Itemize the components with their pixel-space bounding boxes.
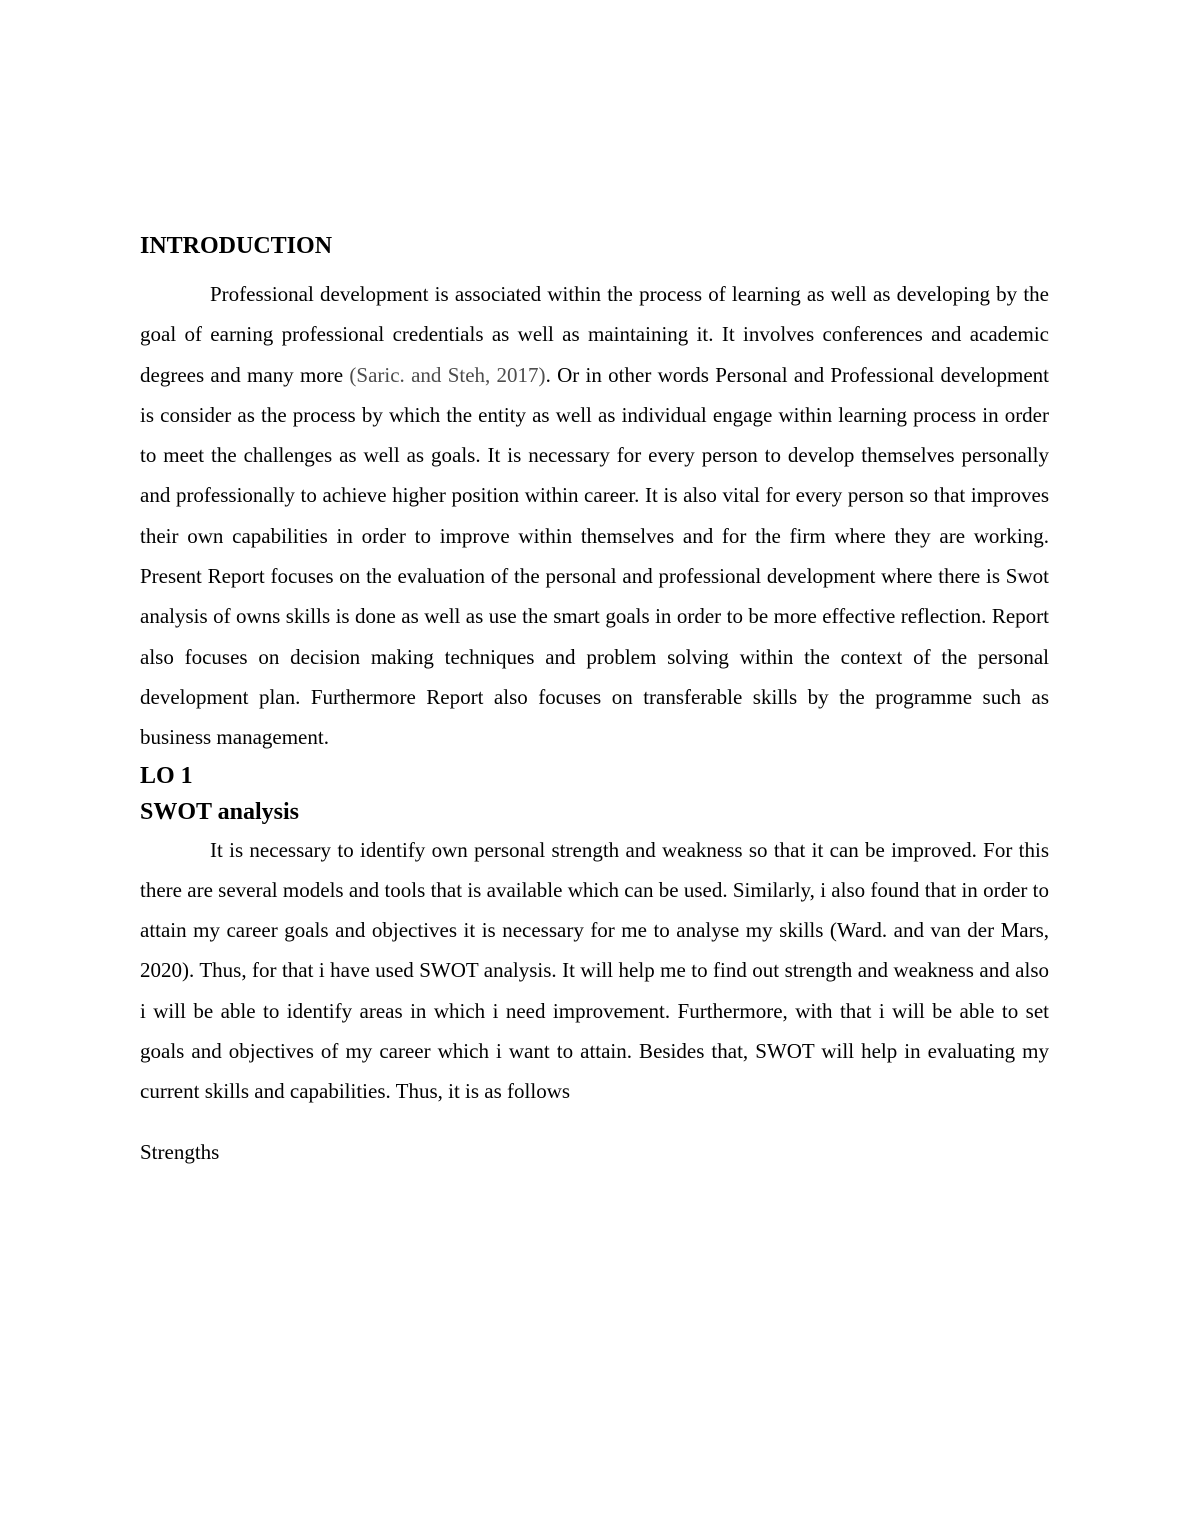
introduction-text-part1: Professional development is associated within the process of learning as well as developing by the goal of earning professional credentials as well as maintaining it. It involves conferences and academic degrees and many more xyxy=(140,282,1049,387)
citation-saric-steh: (Saric. and Steh, 2017) xyxy=(349,362,546,387)
swot-paragraph: It is necessary to identify own personal strength and weakness so that it can be improved. For this there are several models and tools that is available which can be used. Similarly, i also found that in order to attain my career goals and objectives it is necessary for me to analyse my skills (Ward. and van der Mars, 2020). Thus, for that i have used SWOT analysis. It will help me to find out strength and weakness and also i will be able to identify areas in which i need improvement. Furthermore, with that i will be able to set goals and objectives of my career which i want to attain. Besides that, SWOT will help in evaluating my current skills and capabilities. Thus, it is as follows xyxy=(140,837,1049,1104)
swot-analysis-heading: SWOT analysis xyxy=(140,798,299,825)
introduction-paragraph xyxy=(140,274,1049,758)
introduction-heading: INTRODUCTION xyxy=(140,233,333,259)
introduction-text-part2: . Or in other words Personal and Professional development is consider as the process by which the entity as well as individual engage within learning process in order to meet the challenges as well as goals. It is necessary for every person to develop themselves personally and professionally to achieve higher position within career. It is also vital for every person so that improves their own capabilities in order to improve within themselves and for the firm where they are working. Present Report focuses on the evaluation of the personal and professional development where there is Swot analysis of owns skills is done as well as use the smart goals in order to be more effective reflection. Report also focuses on decision making techniques and problem solving within the context of the personal development plan. Furthermore Report also focuses on transferable skills by the programme such as business management. xyxy=(140,362,1049,750)
strengths-label: Strengths xyxy=(140,1139,220,1164)
lo1-heading: LO 1 xyxy=(140,762,193,789)
document-page xyxy=(140,228,1049,1172)
